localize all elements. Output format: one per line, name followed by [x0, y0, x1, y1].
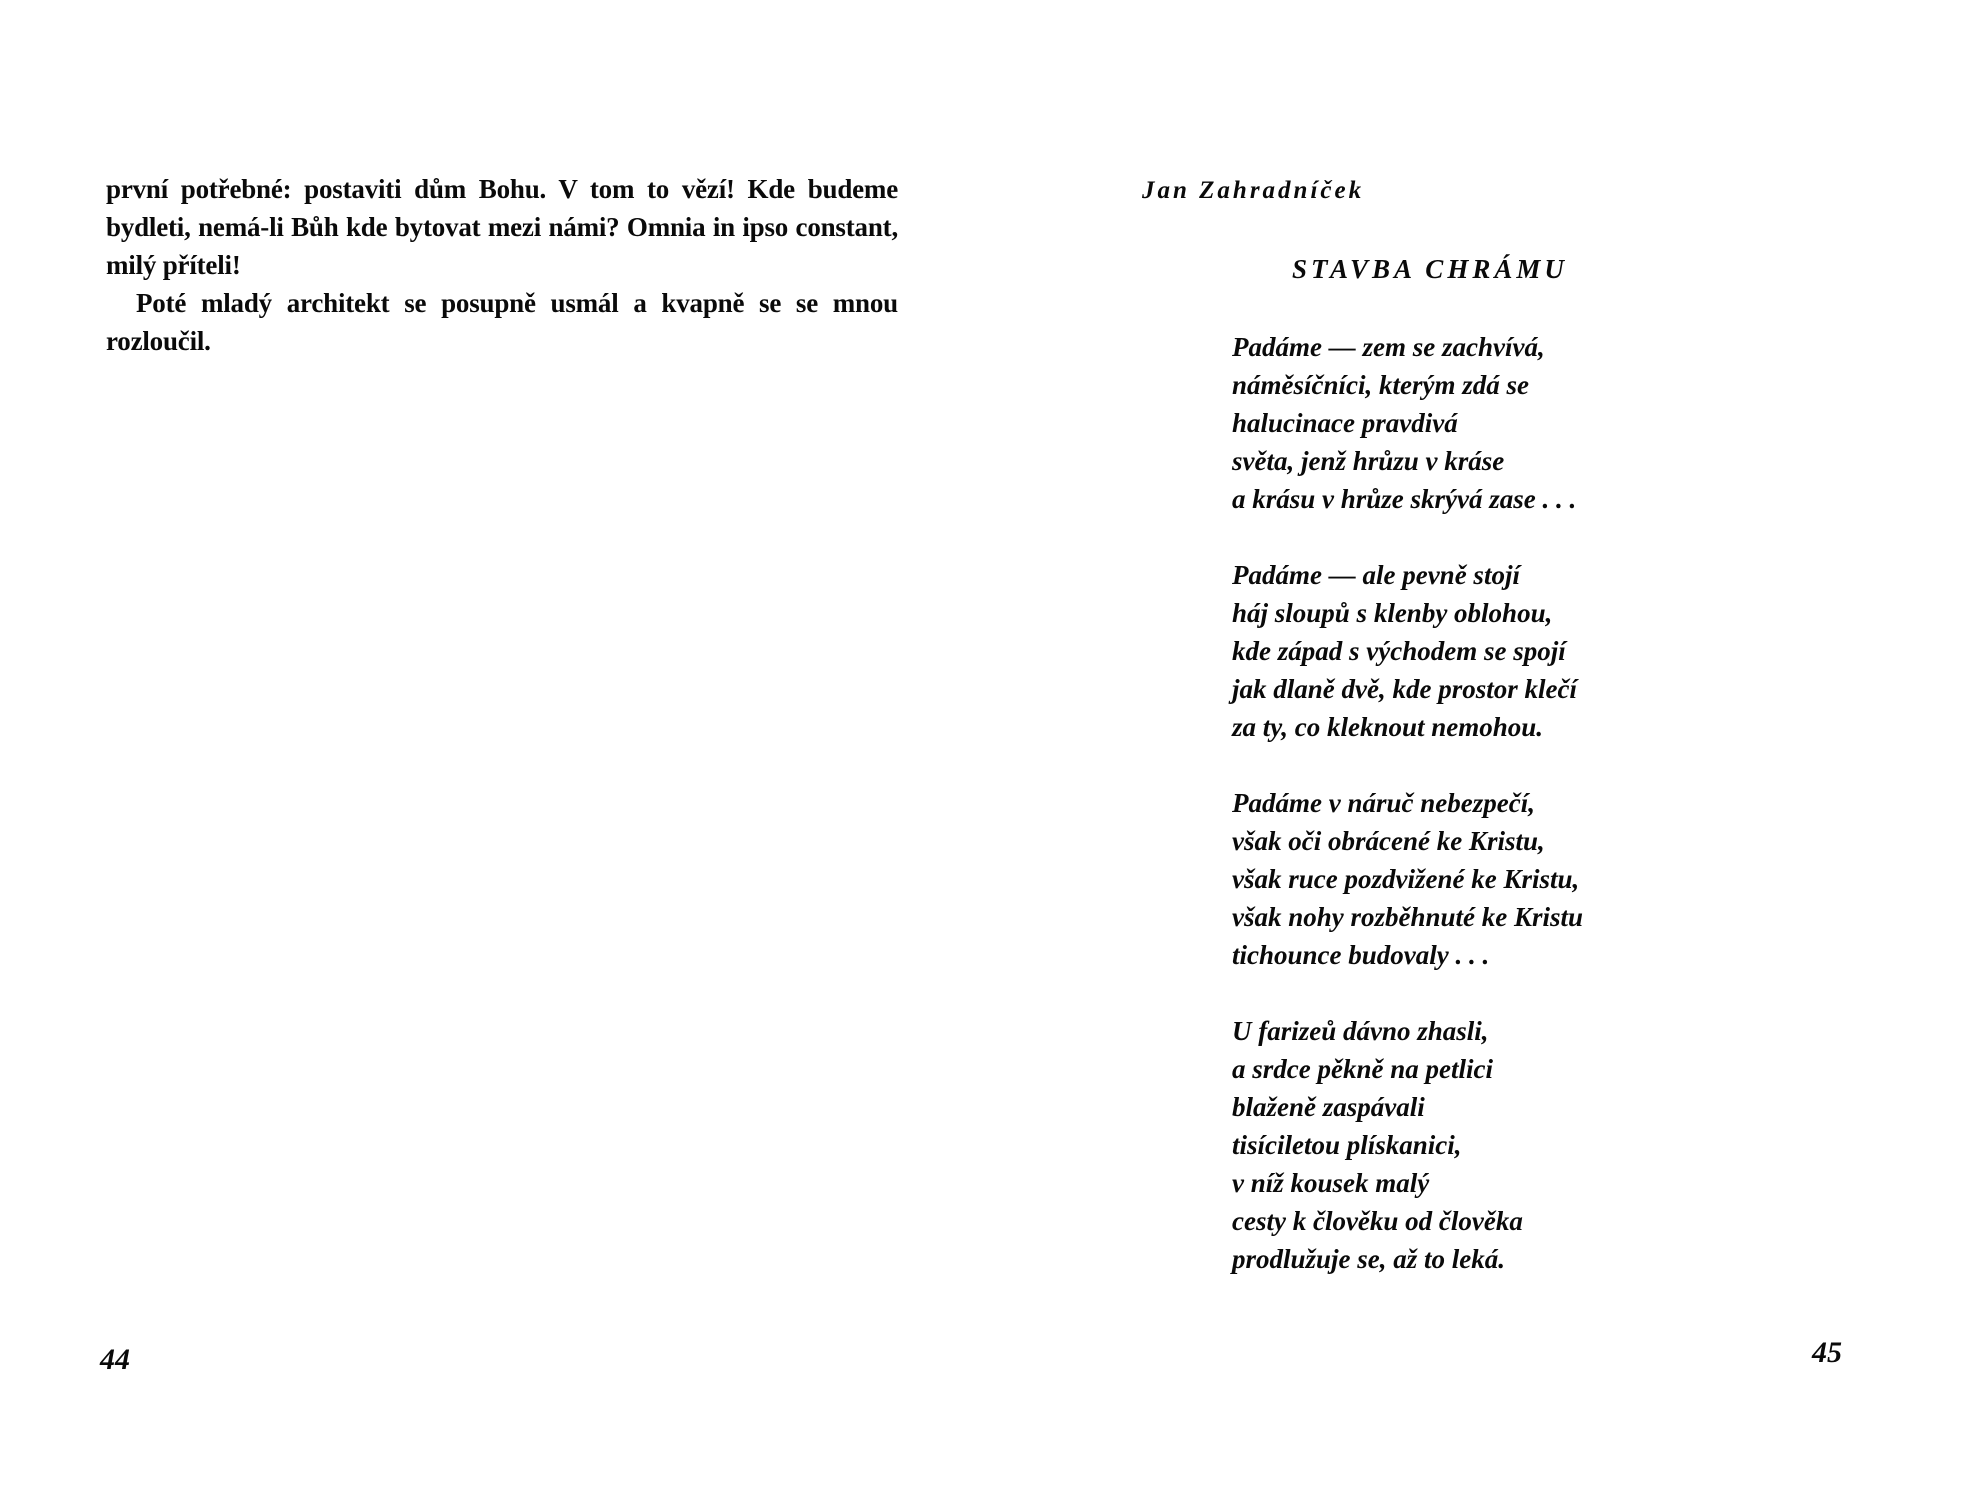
- stanza-1: [1232, 328, 1672, 518]
- left-page-text: [106, 170, 898, 360]
- verse-line: a krásu v hrůze skrývá zase . . .: [1232, 484, 1577, 514]
- verse-line: tichounce budovaly . . .: [1232, 940, 1490, 970]
- paragraph: první potřebné: postaviti dům Bohu. V tom to vězí! Kde budeme bydleti, nemá-li Bůh kde bytovat mezi námi? Omnia in ipso constant, milý příteli!: [106, 174, 898, 280]
- poem: [1232, 328, 1672, 1278]
- verse-line: Padáme — ale pevně stojí: [1232, 560, 1520, 590]
- verse-line: v níž kousek malý: [1232, 1168, 1430, 1198]
- verse-line: světa, jenž hrůzu v kráse: [1232, 446, 1505, 476]
- stanza-4: [1232, 1012, 1672, 1278]
- poem-author: Jan Zahradníček: [1142, 177, 1365, 204]
- verse-line: cesty k člověku od člověka: [1232, 1206, 1523, 1236]
- stanza-2: [1232, 556, 1672, 746]
- verse-line: náměsíčníci, kterým zdá se: [1232, 370, 1529, 400]
- verse-line: tisíciletou plískanici,: [1232, 1130, 1462, 1160]
- verse-line: a srdce pěkně na petlici: [1232, 1054, 1493, 1084]
- verse-line: prodlužuje se, až to leká.: [1232, 1244, 1506, 1274]
- verse-line: halucinace pravdivá: [1232, 408, 1458, 438]
- verse-line: kde západ s východem se spojí: [1232, 636, 1566, 666]
- verse-line: jak dlaně dvě, kde prostor klečí: [1232, 674, 1577, 704]
- paragraph: Poté mladý architekt se posupně usmál a kvapně se se mnou rozloučil.: [106, 288, 898, 356]
- verse-line: však oči obrácené ke Kristu,: [1232, 826, 1545, 856]
- verse-line: však nohy rozběhnuté ke Kristu: [1232, 902, 1584, 932]
- verse-line: Padáme — zem se zachvívá,: [1232, 332, 1545, 362]
- verse-line: však ruce pozdvižené ke Kristu,: [1232, 864, 1580, 894]
- verse-line: Padáme v náruč nebezpečí,: [1232, 788, 1535, 818]
- verse-line: U farizeů dávno zhasli,: [1232, 1016, 1489, 1046]
- stanza-3: [1232, 784, 1672, 974]
- poem-title: STAVBA CHRÁMU: [1292, 254, 1568, 284]
- verse-line: za ty, co kleknout nemohou.: [1232, 712, 1544, 742]
- page-number-left: 44: [100, 1343, 130, 1376]
- page-number-right: 45: [1812, 1336, 1842, 1369]
- verse-line: háj sloupů s klenby oblohou,: [1232, 598, 1553, 628]
- verse-line: blaženě zaspávali: [1232, 1092, 1425, 1122]
